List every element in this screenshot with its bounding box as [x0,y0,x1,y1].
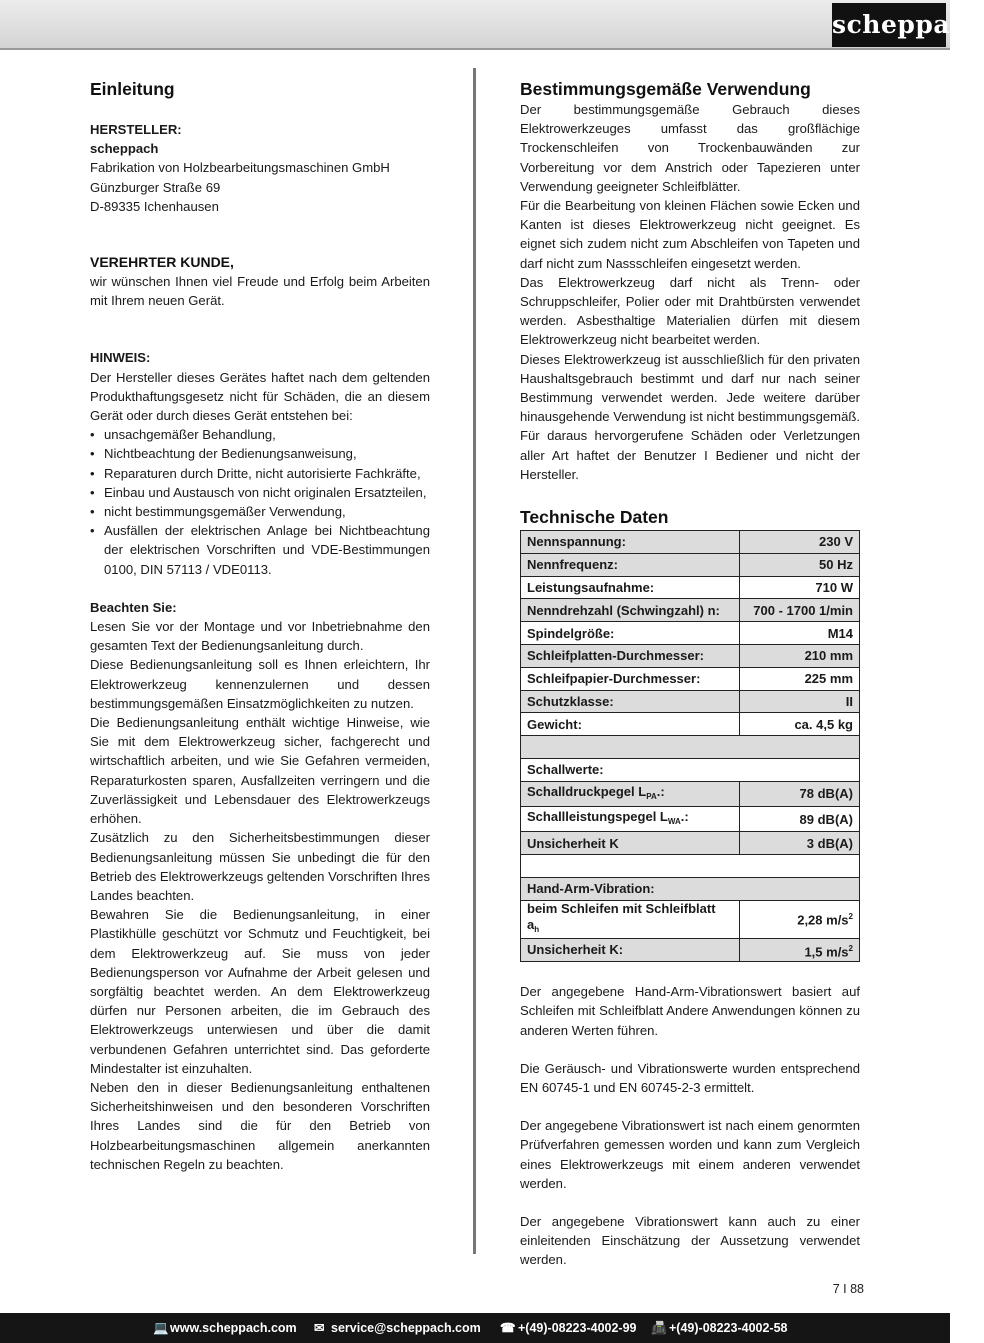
verwendung-heading: Bestimmungsgemäße Verwendung [520,79,811,99]
verwendung-paragraph: Dieses Elektrowerkzeug ist ausschließlich für den privaten Haushaltsgebrauch bestimmt und darf nur nach seiner Bestimmung verwendet werden. Jede weitere darüber hinausgehende Verwendung ist nicht bestimmungsgemäß. Für daraus hervorgerufene Schäden oder Verletzungen aller Art haftet der Benutzer I Bediener und nicht der Hersteller. [520,351,860,482]
phone-number: +(49)-08223-4002-99 [518,1321,637,1335]
beachten-paragraph: Bewahren Sie die Bedienungsanleitung, in einer Plastikhülle geschützt vor Schmutz und Feuchtigkeit, bei dem Elektrowerkzeug auf. Sie muss von jeder Bedienungsperson vor Aufnahme der Arbeit gelesen und sorgfältig beachtet werden. An dem Elektrowerkzeug dürfen nur Personen arbeiten, die im Gebrauch des Elektrowerkzeugs unterwiesen und über die damit verbundenen Gefahren unterrichtet sind. Das geforderte Mindestalter ist einzuhalten. [90,907,430,1076]
note-paragraph: Der angegebene Vibrationswert ist nach einem genormten Prüfverfahren gemessen worden und kann zum Vergleich eines Elektrowerkzeugs mit einem anderen verwendet werden. [520,1118,860,1191]
kunde-heading: VEREHRTER KUNDE, [90,254,234,271]
column-divider [473,68,476,1254]
hinweis-text: Der Hersteller dieses Gerätes haftet nach dem geltenden Produkthaftungsgesetz nicht für Schäden, die an diesem Gerät oder durch dieses Gerät entstehen bei: [90,369,430,424]
tech-label: Leistungsaufnahme: [521,576,740,599]
header-bar [0,0,984,50]
table-row [521,713,860,736]
beachten-paragraph: Lesen Sie vor der Montage und vor Inbetriebnahme den gesamten Text der Bedienungsanleitung durch. [90,619,430,654]
list-item: • Ausfällen der elektrischen Anlage bei Nichtbeachtung der elektrischen Vorschriften und VDE-Bestimmungen 0100, DIN 57113 / VDE0113. [90,521,430,579]
tech-label: Schutzklasse: [521,690,740,713]
hersteller-label: HERSTELLER: [90,122,182,137]
beachten-paragraph: Zusätzlich zu den Sicherheitsbestimmungen dieser Bedienungsanleitung müssen Sie unbedingt die für den Betrieb des Elektrowerkzeugs geltenden Vorschriften Ihres Landes beachten. [90,830,430,903]
tech-label: Nennfrequenz: [521,553,740,576]
table-row [521,576,860,599]
table-row [521,690,860,713]
table-row-empty [521,855,860,878]
beachten-paragraph: Diese Bedienungsanleitung soll es Ihnen erleichtern, Ihr Elektrowerkzeug kennenzulernen und dessen bestimmungsgemäßen Einsatzmöglichkeiten zu nutzen. [90,657,430,711]
table-row [521,667,860,690]
address-line: Günzburger Straße 69 [90,179,221,195]
tech-value: ca. 4,5 kg [740,713,860,736]
hersteller-name: scheppach [90,141,159,157]
table-row [521,832,860,855]
tech-value: 89 dB(A) [740,807,860,832]
note-paragraph: Der angegebene Hand-Arm-Vibrationswert basiert auf Schleifen mit Schleifblatt Andere Anwendungen können zu anderen Werten führen. [520,984,860,1038]
verwendung-paragraph: Das Elektrowerkzeug darf nicht als Trenn- oder Schruppschleifer, Polier oder mit Drahtbürsten verwendet werden. Asbesthaltige Materialien dürfen mit diesem Elektrowerkzeug nicht bearbeitet werden. [520,274,860,348]
table-row-empty [521,736,860,759]
fax-icon: 📠 [651,1321,667,1335]
note-paragraph: Der angegebene Vibrationswert kann auch zu einer einleitenden Einschätzung der Aussetzung verwendet werden. [520,1213,860,1268]
table-row [521,759,860,782]
tech-table [520,530,860,962]
address-line: D-89335 Ichenhausen [90,198,219,214]
tech-value: 50 Hz [740,553,860,576]
table-row [521,645,860,668]
table-row [521,938,860,962]
tech-label: Nennspannung: [521,531,740,554]
tech-label: Schleifplatten-Durchmesser: [521,645,740,668]
address-line: Fabrikation von Holzbearbeitungsmaschinen GmbH [90,160,390,176]
tech-value: M14 [740,622,860,645]
tech-label: Nenndrehzahl (Schwingzahl) n: [521,599,740,622]
beachten-paragraph: Neben den in dieser Bedienungsanleitung enthaltenen Sicherheitshinweisen und den besonderen Vorschriften Ihres Landes sind die für den Betrieb von Holzbearbeitungsmaschinen allgemein anerkannten technischen Regeln zu beachten. [90,1079,430,1172]
scheppach-logo: scheppach [832,3,946,47]
einleitung-heading: Einleitung [90,79,175,99]
tech-label: Schallleistungspegel $L_{WA}$.: [521,807,740,832]
kunde-text: wir wünschen Ihnen viel Freude und Erfolg beim Arbeiten mit Ihrem neuen Gerät. [90,274,430,309]
list-item: • Einbau und Austausch von nicht originalen Ersatzteilen, [90,483,430,502]
beachten-paragraph: Die Bedienungsanleitung enthält wichtige Hinweise, wie Sie mit dem Elektrowerkzeug sicher, fachgerecht und wirtschaftlich arbeiten, und wie Sie Gefahren vermeiden, Reparaturkosten sparen, Ausfallzeiten verringern und die Zuverlässigkeit und Lebensdauer des Elektrowerkzeugs erhöhen. [90,715,430,827]
tech-value: 710 W [740,576,860,599]
table-row [521,531,860,554]
table-row [521,877,860,900]
tech-value: 3 dB(A) [740,832,860,855]
table-row [521,807,860,832]
tech-label: beim Schleifen mit Schleifblatt $a_h$ [521,900,740,938]
tech-value: 225 mm [740,667,860,690]
tech-heading: Technische Daten [520,507,669,528]
note-paragraph: Die Geräusch- und Vibrationswerte wurden entsprechend EN 60745-1 und EN 60745-2-3 ermittelt. [520,1060,860,1095]
tech-label: Unsicherheit K: [521,938,740,962]
table-row [521,900,860,938]
list-item: • unsachgemäßer Behandlung, [90,425,430,444]
verwendung-paragraph: Der bestimmungsgemäße Gebrauch dieses Elektrowerkzeuges umfasst das großflächige Trockenschleifen von Trockenbauwänden zur Vorbereitung vor dem Anstrich oder Tapezieren unter Verwendung geeigneter Schleifblätter. [520,102,860,194]
tech-value: II [740,690,860,713]
list-item: • Nichtbeachtung der Bedienungsanweisung, [90,444,430,463]
table-row [521,553,860,576]
hinweis-list [90,425,430,579]
tech-value: 78 dB(A) [740,781,860,806]
beachten-label: Beachten Sie: [90,599,177,615]
website-link[interactable]: www.scheppach.com [170,1321,297,1335]
list-item: • Reparaturen durch Dritte, nicht autorisierte Fachkräfte, [90,464,430,483]
tech-label: Spindelgröße: [521,622,740,645]
right-column [520,78,860,1270]
tech-value: 230 V [740,531,860,554]
list-item: • nicht bestimmungsgemäßer Verwendung, [90,502,430,521]
table-row [521,599,860,622]
left-column [90,78,430,1174]
tech-value: 1,5 $m/s^2$ [740,938,860,962]
fax-number: +(49)-08223-4002-58 [669,1321,788,1335]
computer-icon: 💻 [153,1321,169,1335]
phone-icon: ☎ [500,1321,516,1335]
table-row [521,781,860,806]
tech-label: Schalldruckpegel $L_{PA}$.: [521,781,740,806]
tech-label: Schleifpapier-Durchmesser: [521,667,740,690]
tech-value: 2,28 $m/s^2$ [740,900,860,938]
table-row [521,622,860,645]
tech-value: 700 - 1700 1/min [740,599,860,622]
verwendung-paragraph: Für die Bearbeitung von kleinen Flächen sowie Ecken und Kanten ist dieses Elektrowerkzeug nicht geeignet. Es eignet sich zudem nicht zum Abschleifen von Tapeten und darf nicht zum Nassschleifen eingesetzt werden. [520,198,860,271]
tech-value: 210 mm [740,645,860,668]
tech-label: Gewicht: [521,713,740,736]
hinweis-label: HINWEIS: [90,350,151,366]
tech-label: Unsicherheit K [521,832,740,855]
page-number: 7 I 88 [832,1282,864,1296]
schall-label: Schallwerte: [521,759,860,782]
email-icon: ✉ [314,1321,325,1335]
footer-bar [0,1313,950,1343]
email-link[interactable]: service@scheppach.com [331,1321,481,1335]
hav-label: Hand-Arm-Vibration: [521,877,860,900]
